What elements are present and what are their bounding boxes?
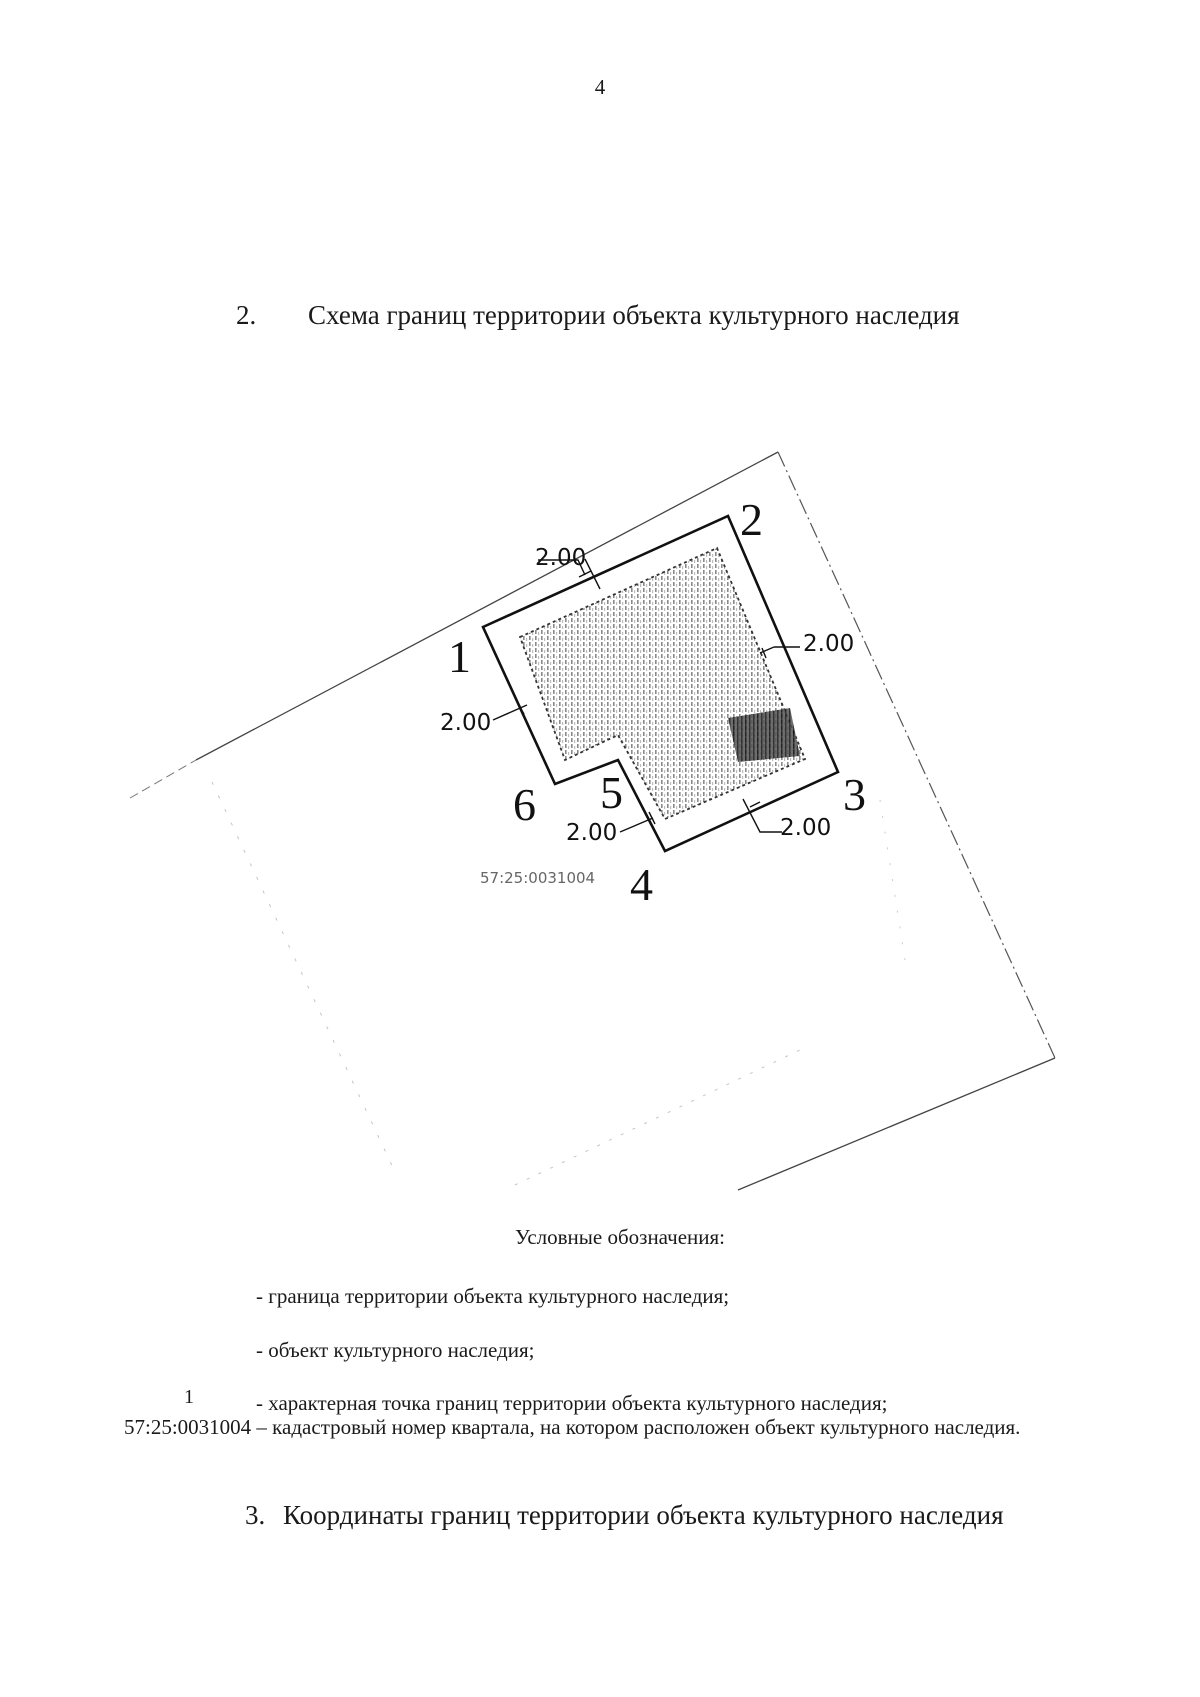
page-number: 4: [594, 75, 606, 99]
legend-point-item: - характерная точка границ территории объекта культурного наследия;: [256, 1391, 888, 1415]
point-1-label: 1: [448, 631, 471, 682]
heritage-object: [520, 548, 805, 819]
point-5-label: 5: [600, 767, 623, 818]
section-2-title: Схема границ территории объекта культурного наследия: [308, 300, 960, 330]
legend-object-item: - объект культурного наследия;: [256, 1338, 535, 1362]
legend-title: Условные обозначения:: [514, 1225, 726, 1249]
dimension-top-label: 2.00: [535, 545, 587, 571]
section-2-heading: [236, 300, 960, 331]
point-6-label: 6: [513, 779, 536, 830]
point-2-label: 2: [740, 494, 763, 545]
dimension-bottom-right-label: 2.00: [780, 815, 832, 841]
point-4-label: 4: [630, 859, 653, 910]
legend-point-example: 1: [184, 1386, 194, 1408]
boundary-scheme: [0, 430, 1200, 1210]
legend-cadastral-note: 57:25:0031004 – кадастровый номер квартала, на котором расположен объект культурного наследия.: [124, 1415, 1021, 1439]
dimension-bottom-left-label: 2.00: [566, 820, 618, 846]
dimension-right-label: 2.00: [803, 631, 855, 657]
section-3-title: Координаты границ территории объекта культурного наследия: [283, 1500, 1004, 1530]
point-3-label: 3: [843, 769, 866, 820]
dimension-left-label: 2.00: [440, 710, 492, 736]
section-3-number: 3.: [245, 1500, 266, 1530]
section-2-number: 2.: [236, 300, 257, 330]
section-3-heading: [245, 1500, 1004, 1531]
legend-boundary-item: - граница территории объекта культурного наследия;: [256, 1284, 730, 1308]
cadastral-number-label: 57:25:0031004: [480, 869, 596, 887]
